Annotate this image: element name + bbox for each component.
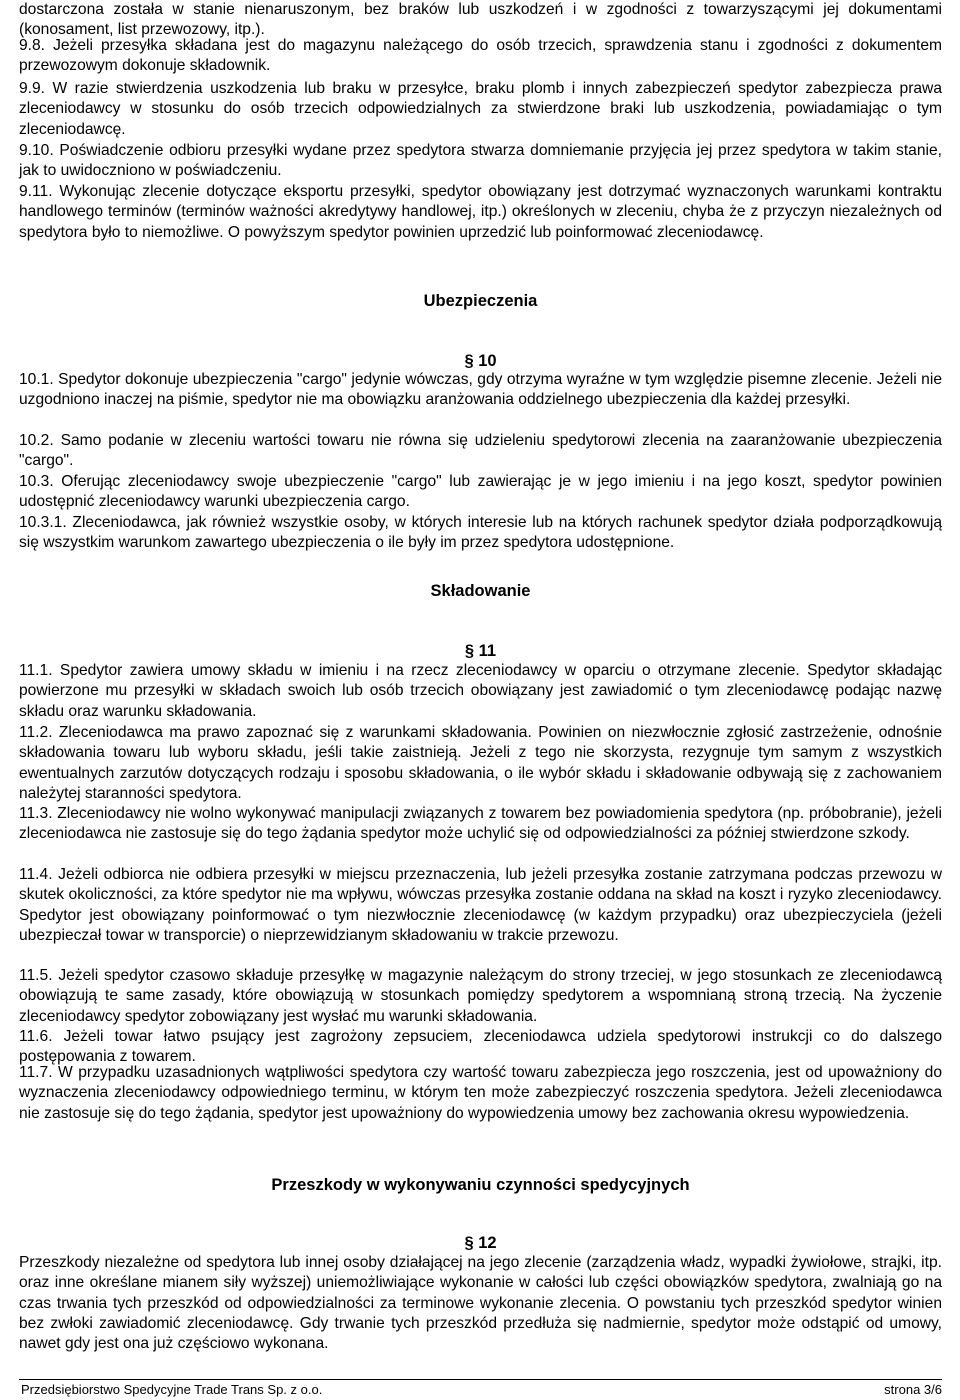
paragraph: 9.8. Jeżeli przesyłka składana jest do magazynu należącego do osób trzecich, sprawdzenia stanu i zgodności z dokumentem przewozowym dokonuje składownik. (19, 37, 942, 75)
paragraph: Przeszkody niezależne od spedytora lub innej osoby działającej na jego zlecenie (zarządzenia władz, wypadki żywiołowe, strajki, itp. oraz inne określane mianem siły wyższej) uniemożliwiające wykonanie w całości lub części obowiązków spedytora, zwalniają go na czas trwania tych przeszkód od odpowiedzialności za terminowe wykonanie zlecenia. O powstaniu tych przeszkód spedytor winien bez zwłoki zawiadomić zleceniodawcę. Gdy trwanie tych przeszkód przedłuża się nadmiernie, spedytor może odstąpić od umowy, nawet gdy jest ona już częściowo wykonana. (19, 1254, 942, 1353)
section-heading: Ubezpieczenia (423, 292, 538, 310)
paragraph: 11.3. Zleceniodawcy nie wolno wykonywać manipulacji związanych z towarem bez powiadomienia spedytora (np. próbobranie), jeżeli zleceniodawca nie zastosuje się do tego żądania spedytor może uchylić się od odpowiedzialności za później stwierdzone szkody. (19, 805, 942, 843)
footer-company: Przedsiębiorstwo Spedycyjne Trade Trans Sp. z o.o. (21, 1382, 323, 1397)
paragraph: 10.1. Spedytor dokonuje ubezpieczenia "cargo" jedynie wówczas, gdy otrzyma wyraźne w tym względzie pisemne zlecenie. Jeżeli nie uzgodniono inaczej na piśmie, spedytor nie ma obowiązku aranżowania oddzielnego ubezpieczenia dla każdej przesyłki. (19, 371, 942, 409)
section-heading: Składowanie (430, 582, 531, 600)
footer-page-number: strona 3/6 (884, 1382, 942, 1397)
page-footer (19, 1379, 942, 1400)
paragraph-number: § 12 (464, 1234, 497, 1252)
paragraph: 11.2. Zleceniodawca ma prawo zapoznać się z warunkami składowania. Powinien on niezwłocznie zgłosić zastrzeżenie, odnośnie składowania towaru lub wyboru składu, jeśli takie zaistnieją. Jeżeli z tego nie skorzysta, rezygnuje tym samym z wszystkich ewentualnych zarzutów dotyczących rodzaju i sposobu składowania, o ile wybór składu i składowanie odbywają się z zachowaniem należytej staranności spedytora. (19, 724, 942, 802)
paragraph: 11.5. Jeżeli spedytor czasowo składuje przesyłkę w magazynie należącym do strony trzeciej, w jego stosunkach ze zleceniodawcą obowiązują te same zasady, które obowiązują w stosunkach pomiędzy spedytorem a wspomnianą stroną trzecią. Na życzenie zleceniodawcy spedytor zobowiązany jest wysłać mu warunki składowania. (19, 967, 942, 1025)
paragraph: 9.9. W razie stwierdzenia uszkodzenia lub braku w przesyłce, braku plomb i innych zabezpieczeń spedytor zabezpiecza prawa zleceniodawcy w stosunku do osób trzecich odpowiedzialnych za stwierdzone braki lub uszkodzenia, powiadamiając o tym zleceniodawcę. (19, 80, 942, 138)
paragraph: 9.11. Wykonując zlecenie dotyczące eksportu przesyłki, spedytor obowiązany jest dotrzymać wyznaczonych warunkami kontraktu handlowego terminów (terminów ważności akredytywy handlowej, itp.) określonych w zleceniu, chyba że z przyczyn niezależnych od spedytora było to niemożliwe. O powyższym spedytor powinien uprzedzić lub poinformować zleceniodawcę. (19, 183, 942, 241)
paragraph: 10.3. Oferując zleceniodawcy swoje ubezpieczenie "cargo" lub zawierając je w jego imieniu i na jego koszt, spedytor powinien udostępnić zleceniodawcy warunki ubezpieczenia cargo. (19, 473, 942, 511)
paragraph: 9.10. Poświadczenie odbioru przesyłki wydane przez spedytora stwarza domniemanie przyjęcia jej przez spedytora w takim stanie, jak to uwidoczniono w poświadczeniu. (19, 142, 942, 180)
paragraph: 11.7. W przypadku uzasadnionych wątpliwości spedytora czy wartość towaru zabezpiecza jego roszczenia, jest od upoważniony do wyznaczenia zleceniodawcy odpowiedniego terminu, w którym ten może zabezpieczyć roszczenia spedytora. Jeżeli zleceniodawca nie zastosuje się do tego żądania, spedytor jest upoważniony do wypowiedzenia umowy bez zachowania okresu wypowiedzenia. (19, 1064, 942, 1122)
paragraph-number: § 10 (464, 352, 497, 370)
paragraph: 10.3.1. Zleceniodawca, jak również wszystkie osoby, w których interesie lub na których rachunek spedytor działa podporządkowują się wszystkim warunkom zawartego ubezpieczenia o ile były im przez spedytora udostępnione. (19, 514, 942, 552)
paragraph: dostarczona została w stanie nienaruszonym, bez braków lub uszkodzeń i w zgodności z towarzyszącymi jej dokumentami (konosament, list przewozowy, itp.). (19, 1, 942, 39)
paragraph: 11.1. Spedytor zawiera umowy składu w imieniu i na rzecz zleceniodawcy w oparciu o otrzymane zlecenie. Spedytor składając powierzone mu przesyłki w składach swoich lub osób trzecich obowiązany jest zawiadomić o tym zleceniodawcę podając nazwę składu oraz warunku składowania. (19, 662, 942, 720)
paragraph-number: § 11 (464, 642, 497, 660)
paragraph: 10.2. Samo podanie w zleceniu wartości towaru nie równa się udzieleniu spedytorowi zlecenia na zaaranżowanie ubezpieczenia "cargo". (19, 432, 942, 470)
paragraph: 11.4. Jeżeli odbiorca nie odbiera przesyłki w miejscu przeznaczenia, lub jeżeli przesyłka zostanie zatrzymana podczas przewozu w skutek okoliczności, za które spedytor nie ma wpływu, wówczas przesyłka zostanie oddana na skład na koszt i ryzyko zleceniodawcy. Spedytor jest obowiązany poinformować o tym niezwłocznie zleceniodawcę (w każdym przypadku) oraz ubezpieczyciela (jeżeli ubezpieczał towar w transporcie) o nieprzewidzianym składowaniu w trakcie przewozu. (19, 866, 942, 944)
paragraph: 11.6. Jeżeli towar łatwo psujący jest zagrożony zepsuciem, zleceniodawca udziela spedytorowi instrukcji co do dalszego postępowania z towarem. (19, 1028, 942, 1066)
section-heading: Przeszkody w wykonywaniu czynności spedycyjnych (271, 1176, 690, 1194)
